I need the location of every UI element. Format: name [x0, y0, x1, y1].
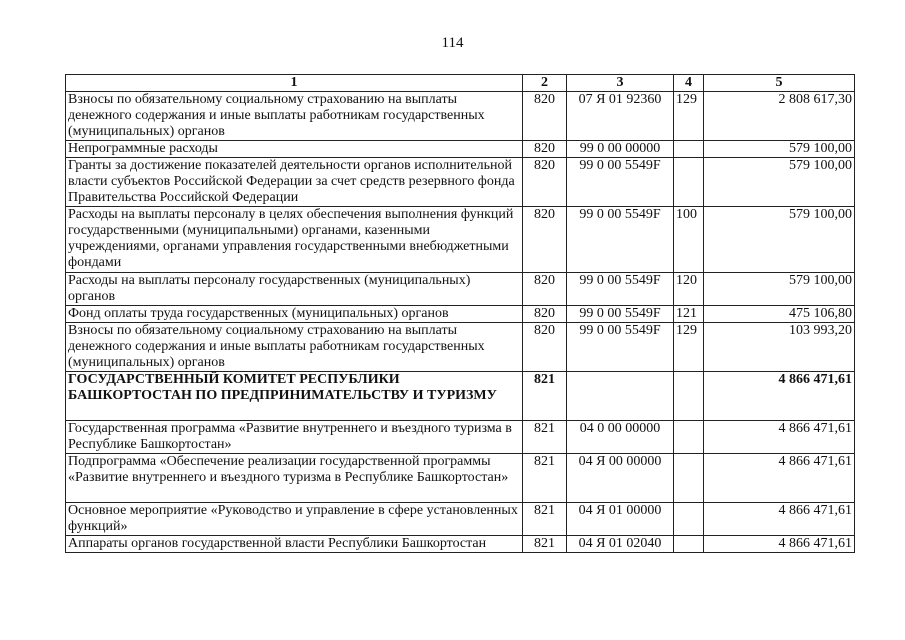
row-code: 820	[523, 273, 567, 306]
row-name: Подпрограмма «Обеспечение реализации государственной программы «Развитие внутреннего и въездного туризма в Республике Башкортостан»	[66, 454, 523, 503]
row-vr: 100	[674, 207, 704, 273]
table-row	[66, 273, 855, 306]
row-code: 820	[523, 92, 567, 141]
row-name: Непрограммные расходы	[66, 141, 523, 158]
table-row	[66, 454, 855, 503]
row-name: Расходы на выплаты персоналу в целях обеспечения выполнения функций государственными (муниципальными) органами, казенными учреждениями, органами управления государственными внебюджетными фондами	[66, 207, 523, 273]
row-vr	[674, 503, 704, 536]
row-csr: 04 Я 01 02040	[567, 536, 674, 553]
row-vr	[674, 141, 704, 158]
row-name: Гранты за достижение показателей деятельности органов исполнительной власти субъектов Российской Федерации за счет средств резервного фонда Правительства Российской Федерации	[66, 158, 523, 207]
row-vr	[674, 421, 704, 454]
row-csr: 04 0 00 00000	[567, 421, 674, 454]
row-amount: 2 808 617,30	[704, 92, 855, 141]
header-col-4: 4	[674, 75, 704, 92]
page-number: 114	[441, 35, 464, 51]
row-amount: 579 100,00	[704, 273, 855, 306]
row-name: ГОСУДАРСТВЕННЫЙ КОМИТЕТ РЕСПУБЛИКИ БАШКОРТОСТАН ПО ПРЕДПРИНИМАТЕЛЬСТВУ И ТУРИЗМУ	[66, 372, 523, 421]
row-name: Основное мероприятие «Руководство и управление в сфере установленных функций»	[66, 503, 523, 536]
table-row	[66, 92, 855, 141]
table-row	[66, 536, 855, 553]
table-row	[66, 306, 855, 323]
row-csr: 99 0 00 5549F	[567, 273, 674, 306]
row-vr: 129	[674, 323, 704, 372]
table-row	[66, 323, 855, 372]
row-csr: 99 0 00 5549F	[567, 323, 674, 372]
row-csr: 07 Я 01 92360	[567, 92, 674, 141]
row-csr	[567, 372, 674, 421]
row-csr: 04 Я 01 00000	[567, 503, 674, 536]
row-vr: 120	[674, 273, 704, 306]
row-code: 820	[523, 158, 567, 207]
row-amount: 579 100,00	[704, 158, 855, 207]
header-col-1: 1	[66, 75, 523, 92]
budget-table	[65, 74, 855, 553]
row-csr: 99 0 00 00000	[567, 141, 674, 158]
header-col-5: 5	[704, 75, 855, 92]
row-amount: 4 866 471,61	[704, 454, 855, 503]
table-row	[66, 503, 855, 536]
row-amount: 103 993,20	[704, 323, 855, 372]
row-code: 820	[523, 207, 567, 273]
row-vr	[674, 536, 704, 553]
row-name: Государственная программа «Развитие внутреннего и въездного туризма в Республике Башкортостан»	[66, 421, 523, 454]
row-code: 820	[523, 141, 567, 158]
row-vr	[674, 158, 704, 207]
row-code: 821	[523, 372, 567, 421]
row-amount: 4 866 471,61	[704, 372, 855, 421]
row-name: Фонд оплаты труда государственных (муниципальных) органов	[66, 306, 523, 323]
row-amount: 579 100,00	[704, 141, 855, 158]
row-vr	[674, 454, 704, 503]
row-csr: 99 0 00 5549F	[567, 158, 674, 207]
row-vr	[674, 372, 704, 421]
header-row	[66, 75, 855, 92]
table-row	[66, 421, 855, 454]
row-amount: 4 866 471,61	[704, 536, 855, 553]
row-amount: 4 866 471,61	[704, 503, 855, 536]
row-amount: 475 106,80	[704, 306, 855, 323]
row-code: 821	[523, 421, 567, 454]
row-code: 820	[523, 323, 567, 372]
table-row	[66, 372, 855, 421]
table-row	[66, 207, 855, 273]
row-name: Расходы на выплаты персоналу государственных (муниципальных) органов	[66, 273, 523, 306]
row-name: Взносы по обязательному социальному страхованию на выплаты денежного содержания и иные выплаты работникам государственных (муниципальных) органов	[66, 323, 523, 372]
row-csr: 04 Я 00 00000	[567, 454, 674, 503]
header-col-2: 2	[523, 75, 567, 92]
row-code: 820	[523, 306, 567, 323]
header-col-3: 3	[567, 75, 674, 92]
row-code: 821	[523, 503, 567, 536]
row-name: Взносы по обязательному социальному страхованию на выплаты денежного содержания и иные выплаты работникам государственных (муниципальных) органов	[66, 92, 523, 141]
row-csr: 99 0 00 5549F	[567, 306, 674, 323]
row-code: 821	[523, 536, 567, 553]
row-code: 821	[523, 454, 567, 503]
row-name: Аппараты органов государственной власти Республики Башкортостан	[66, 536, 523, 553]
row-amount: 579 100,00	[704, 207, 855, 273]
row-vr: 129	[674, 92, 704, 141]
row-amount: 4 866 471,61	[704, 421, 855, 454]
row-csr: 99 0 00 5549F	[567, 207, 674, 273]
row-vr: 121	[674, 306, 704, 323]
table-row	[66, 141, 855, 158]
table-row	[66, 158, 855, 207]
